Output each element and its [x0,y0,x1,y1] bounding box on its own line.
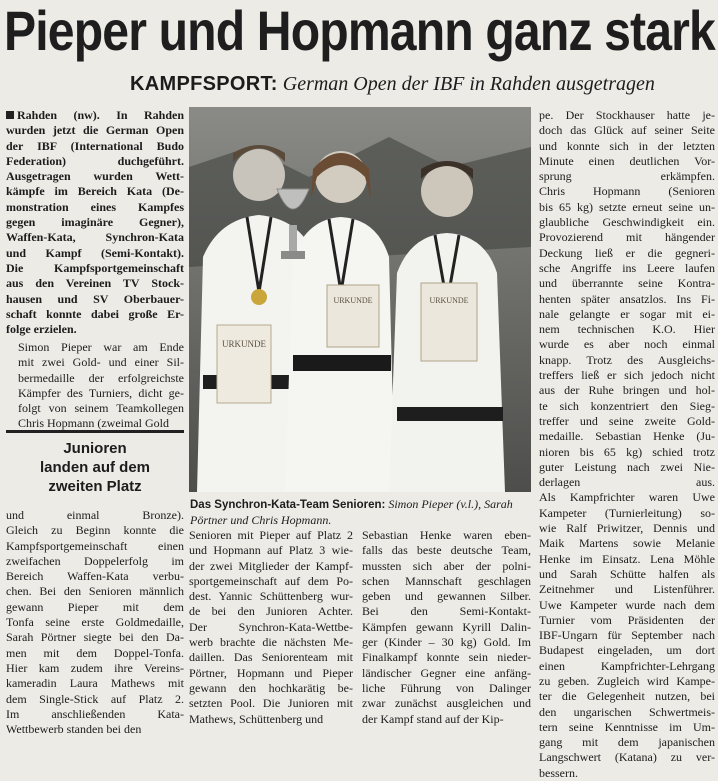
text-line: Bei den Semi-Kontakt- [362,604,531,619]
text-line: Provozierend mit hängender [539,230,715,245]
text-line: Deckung ließ er die gegneri- [539,245,715,260]
text-line: Bereich Waffen-Kata verbu- [6,569,184,584]
text-line: ter die Gelegenheit nutzen, bei [539,689,715,704]
text-line: de bei den Junioren Achter. [189,604,353,619]
text-line: Minute einen deutlichen Vor- [539,153,715,168]
text-line: Simon Pieper war am Ende [18,340,184,354]
text-line: Chris Hopmann (zweimal Gold [18,416,169,431]
text-line: bessern. [539,765,578,780]
text-line: dem Single-Stick auf Platz 2. [6,691,184,706]
text-line: dest. Yannic Schüttenberg wur- [189,589,353,604]
text-line: wurden jetzt die German Open [6,123,184,138]
text-line: Langschwert (Katana) zu ver- [539,750,715,765]
text-line: folge erzielen. [6,322,77,337]
text-line: geben und gewannen Silber. [362,589,531,604]
svg-text:URKUNDE: URKUNDE [429,296,469,305]
text-line: schen Mannschaft geschlagen [362,573,531,588]
text-line: IBF-Ungarn für September nach [539,628,715,643]
text-line: Ausgetragen wurden Wett- [6,169,184,184]
text-line: sportgemeinschaft auf dem Po- [189,573,353,588]
text-line: Die Kampfsportgemeinschaft [6,260,184,275]
photo-caption [190,497,530,528]
text-line: nale gelangte er sogar mit ei- [539,306,715,321]
text-line: Senioren mit Pieper auf Platz 2 [189,528,353,542]
col2 [189,528,353,724]
text-line: mit zwei Gold- und einer Sil- [18,355,184,370]
text-line: mussten sich aber der polni- [362,558,531,573]
col4 [539,108,715,780]
text-line: tern seine Kenntnisse im Um- [539,719,715,734]
subheadline [130,72,715,96]
text-line: derlagen aus. [539,475,715,490]
text-line: te sich konzentriert den Sieg- [539,398,715,413]
col1-top [6,340,184,434]
subheadline-text: German Open der IBF in Rahden ausgetragen [277,73,655,95]
text-line: der IBF (International Budo [6,138,184,153]
text-line: knapp. Trotz des Ausgleichs- [539,352,715,367]
text-line: Federation) duchgeführt. [6,153,184,168]
text-line: Rahden (nw). In Rahden [6,108,184,123]
text-line: monstration eines Kampfes [6,199,184,214]
text-line: Waffen-Kata, Synchron-Kata [6,230,184,245]
intro-paragraph [6,108,184,340]
text-line: nioren bis 65 kg) schied trotz [539,444,715,459]
text-line: Wettbewerb standen bei den [6,722,142,737]
text-line: und Kampf (Semi-Kontakt). [6,245,184,260]
text-line: Tonfa seine erste Goldmedaille, [6,615,184,630]
certificate-right [429,296,468,305]
text-line: Im anschließenden Kata- [6,706,184,721]
text-line: kameradin Laura Mathews mit [6,676,184,691]
col1-bottom-text [6,508,184,737]
text-line: liche Führung von Dalinger [362,680,531,695]
text-line: und überrannte seine Kontra- [539,276,715,291]
text-line: und Hopmann auf Platz 3 wie- [189,543,353,558]
text-line: der Kampf stand auf der Kip- [362,711,504,726]
text-line: Budapest eingeladen, um dort [539,643,715,658]
text-line: Kämpfer des Turniers, dicht ge- [18,385,184,400]
text-line: men mit dem Doppel-Tonfa. [6,645,184,660]
certificate-left [217,325,271,403]
text-line: hausen und SV Oberbauer- [6,291,184,306]
text-line: zweifachen Doppelerfolg im [6,553,184,568]
text-line: guter Leistung nach zwei Nie- [539,459,715,474]
text-line: Kampfsportgemeinschaft einen [6,538,184,553]
text-line: aus der Ruhe bringen und hol- [539,383,715,398]
text-line: pe. Der Stockhauser hatte je- [539,108,715,122]
text-line: falls das beste deutsche Team, [362,543,531,558]
text-line: und einmal Bronze). [6,508,184,522]
text-line: sprung erkämpfen. [539,169,715,184]
text-line: zwar zunächst ausgleichen und [362,696,531,711]
team-photo-illustration [189,107,531,492]
section-heading-line: Junioren [63,440,127,457]
text-line: und Sarah Schütte halfen als [539,566,715,581]
text-line: Zeitnehmer und Listenführer. [539,582,715,597]
text-line: gang mit dem japanischen [539,735,715,750]
col2-text [189,528,353,727]
text-line: Turnier vom Präsidenten der [539,612,715,627]
text-line: Der Synchron-Kata-Wettbe- [189,619,353,634]
text-line: treffers ließ er sich jedoch nicht [539,368,715,383]
text-line: schaft konnte dabei große Er- [6,306,184,321]
text-line: medaille. Sebastian Henke (Ju- [539,429,715,444]
text-line: Kämpfen gewann Kyrill Dalin- [362,619,531,634]
text-line: wie Ralf Priwitzer, Dennis und [539,521,715,536]
kicker: KAMPFSPORT: [130,73,278,95]
text-line: wurde es aber noch einmal [539,337,715,352]
text-line: sche Angriffe ins Leere laufen [539,260,715,275]
headline: Pieper und Hopmann ganz stark [4,0,715,62]
text-line: gewann Pieper mit dem [6,599,184,614]
bullet-square-icon [6,111,14,119]
text-line: kämpfe im Bereich Kata (De- [6,184,184,199]
certificate-middle [333,296,372,305]
text-line: zu geben. Zugleich wird Kampe- [539,673,715,688]
text-line: werb brachte die nächsten Me- [189,635,353,650]
text-line: Maik Martens sowie Melanie [539,536,715,551]
text-line: Hier kam zudem ihre Vereins- [6,660,184,675]
col3 [362,528,531,724]
section-heading-box [6,430,184,507]
section-heading-line: landen auf dem [39,459,151,476]
caption-bold: Das Synchron-Kata-Team Senioren: [190,499,386,511]
text-line: daillen. Das Seniorenteam mit [189,650,353,665]
text-line: Pörtner, Hopmann und Pieper [189,665,353,680]
col1-bottom [6,508,184,737]
text-line: glaubliche Geschwindigkeit ein. [539,215,715,230]
text-line: und konnte sich in der letzten [539,138,715,153]
col3-text [362,528,531,727]
col4-text [539,108,715,781]
text-line: ländischer Gegner eine anfäng- [362,665,531,680]
text-line: Henke im Einsatz. Lena Möhle [539,551,715,566]
text-line: Sarah Pörtner siegte bei den Da- [6,630,184,645]
text-line: aus den Vereinen TV Stock- [6,276,184,291]
text-line: Gleich zu Beginn konnte die [6,523,184,538]
text-line: Sebastian Henke waren eben- [362,528,531,542]
text-line: folgt von seinem Teamkollegen [18,401,184,416]
team-photo [189,107,531,492]
text-line: Chris Hopmann (Senioren [539,184,715,199]
text-line: treffer und seine zweite Gold- [539,413,715,428]
text-line: den ungarischen Schwertmeis- [539,704,715,719]
text-line: Kampeter (Turnierleitung) so- [539,505,715,520]
text-line: henten später ansatzlos. Ins Fi- [539,291,715,306]
section-heading-line: zweiten Platz [48,478,142,495]
intro-text [6,108,184,337]
text-line: gegen imaginäre Gegner), [6,215,184,230]
text-line: doch das Glück auf seiner Seite [539,123,715,138]
text-line: einen Kampfrichter-Lehrgang [539,658,715,673]
text-line: der zwei Mitglieder der Kampf- [189,558,353,573]
svg-text:URKUNDE: URKUNDE [333,296,373,305]
text-line: gewann den hochkarätig be- [189,680,353,695]
svg-text:URKUNDE: URKUNDE [222,339,266,349]
text-line: Finalkampf konnte sein nieder- [362,650,531,665]
text-line: ger (Kinder – 30 kg) Gold. Im [362,635,531,650]
col1-top-text [6,340,184,432]
text-line: Mathews, Schüttenberg und [189,711,324,726]
text-line: chen. Bei den Senioren männlich [6,584,184,599]
text-line: nem technischen K.O. Hier [539,322,715,337]
text-line: bermedaille der erfolgreichste [18,370,184,385]
text-line: Uwe Kampeter wurde nach dem [539,597,715,612]
text-line: setzten Pool. Die Junioren mit [189,696,353,711]
text-line: bis 65 kg) setzte erneut seine un- [539,199,715,214]
text-line: Als Kampfrichter waren Uwe [539,490,715,505]
caption-italic: Simon Pieper (v.l.), Sarah Pörtner und Chris Hopmann. [190,497,513,527]
